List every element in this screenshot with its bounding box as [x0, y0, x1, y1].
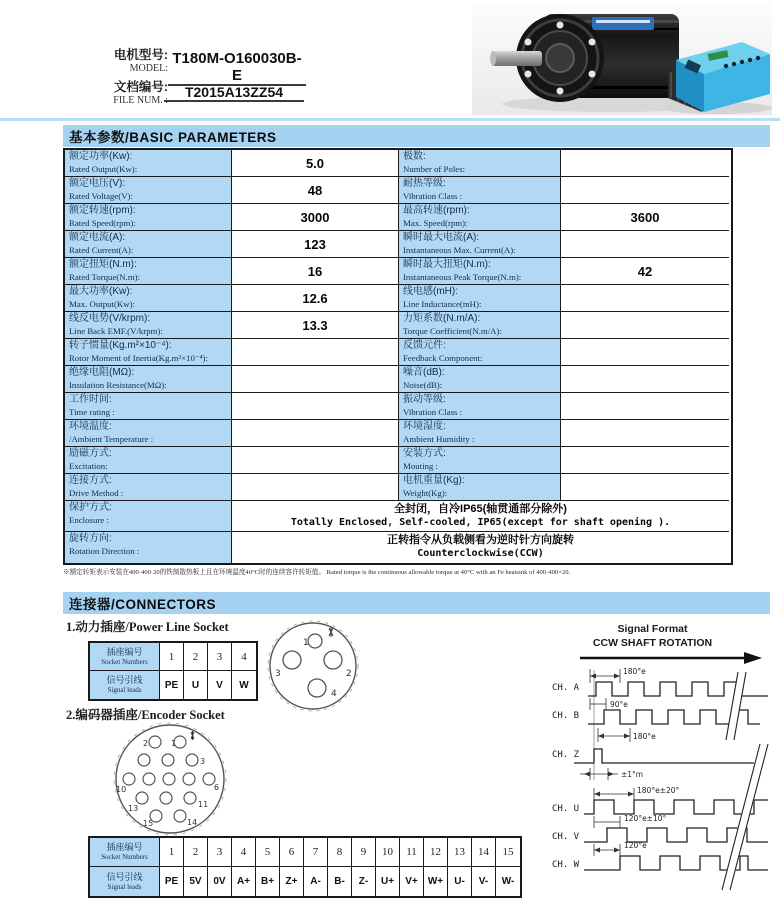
- param-label-cn: 线反电势(V/krpm):: [69, 313, 151, 324]
- table-row-enclosure: [65, 501, 731, 532]
- param-label: [65, 532, 232, 563]
- table-row: [65, 393, 731, 420]
- param-value: [232, 420, 399, 447]
- connectors-section-header: 连接器/CONNECTORS: [63, 592, 770, 614]
- socket-number: 11: [400, 838, 424, 867]
- rated-torque-footnote: ※额定转矩表示安装在400·400·20的铁制散热板上且在环境温度40°C时的连续容许转矩值。 Rated torque is the continuous allowable torque at 40°C with an Fe heatsink of 400·400×20.: [63, 569, 571, 576]
- param-value: [561, 393, 729, 420]
- param-value: 123: [232, 231, 399, 258]
- keyway-mark-icon: [191, 731, 194, 740]
- param-label-en: Drive Method :: [69, 487, 124, 498]
- param-label: [65, 339, 232, 366]
- param-label: [65, 312, 232, 339]
- model-label: [96, 48, 168, 74]
- param-label: [65, 501, 232, 532]
- power-socket-table: [88, 641, 258, 701]
- param-value: 42: [561, 258, 729, 285]
- param-value: [232, 339, 399, 366]
- encoder-socket-pin-diagram: [103, 722, 239, 838]
- param-label: [65, 393, 232, 420]
- param-label: [65, 474, 232, 501]
- param-value: [561, 474, 729, 501]
- param-label-en: Number of Poles:: [403, 163, 466, 174]
- socket-number: 4: [232, 643, 256, 671]
- param-label-cn: 额定电压(V):: [69, 178, 126, 189]
- param-label-en: Rotor Moment of Inertia(Kg.m²×10⁻⁴):: [69, 352, 208, 363]
- param-label-cn: 瞬时最大电流(A):: [403, 232, 480, 243]
- param-label-en: Vibration Class :: [403, 190, 463, 201]
- table-row: [65, 231, 731, 258]
- param-label-cn: 环境温度:: [69, 421, 112, 432]
- model-label-en: MODEL:: [129, 63, 168, 74]
- svg-text:6: 6: [214, 783, 220, 792]
- signal-leads-header: 信号引线 Signal leads: [90, 867, 160, 896]
- waveform-diagram: [528, 648, 780, 906]
- param-label-en: Max. Output(Kw):: [69, 298, 135, 309]
- svg-text:13: 13: [128, 804, 139, 813]
- enclosure-value-en: Totally Enclosed, Self-cooled, IP65(except for shaft opening ).: [290, 516, 671, 528]
- param-label-cn: 励磁方式:: [69, 448, 112, 459]
- encoder-socket-title: 2.编码器插座/Encoder Socket: [66, 708, 225, 722]
- param-label-en: Line Inductance(mH):: [403, 298, 482, 309]
- model-value: T180M-O160030B-E: [168, 50, 306, 86]
- socket-number: 10: [376, 838, 400, 867]
- param-label-cn: 额定扭矩(N.m):: [69, 259, 137, 270]
- param-value: 5.0: [232, 150, 399, 177]
- param-label: [399, 366, 561, 393]
- signal-lead: 5V: [184, 867, 208, 896]
- signal-lead: U+: [376, 867, 400, 896]
- param-value: [561, 285, 729, 312]
- socket-number: 13: [448, 838, 472, 867]
- socket-number: 5: [256, 838, 280, 867]
- signal-lead: U: [184, 671, 208, 699]
- param-label-en: Instantaneous Max. Current(A):: [403, 244, 516, 255]
- param-label-cn: 电机重量(Kg):: [403, 475, 465, 486]
- table-row: [65, 258, 731, 285]
- svg-text:3: 3: [200, 757, 206, 766]
- param-label-cn: 绝缘电阻(MΩ):: [69, 367, 135, 378]
- param-label-en: Time rating :: [69, 406, 115, 417]
- param-label: [399, 150, 561, 177]
- param-label: [65, 420, 232, 447]
- param-value: 13.3: [232, 312, 399, 339]
- param-label: [65, 258, 232, 285]
- param-label-cn: 额定转速(rpm):: [69, 205, 136, 216]
- socket-number: 1: [160, 643, 184, 671]
- channel-label-z: CH. Z: [552, 750, 580, 760]
- param-label-cn: 最大功率(Kw):: [69, 286, 133, 297]
- socket-numbers-header: 插座编号 Socket Numbers: [90, 643, 160, 671]
- param-value: [561, 150, 729, 177]
- file-num-label: [94, 80, 168, 106]
- param-label: [65, 366, 232, 393]
- channel-label-v: CH. V: [552, 832, 580, 842]
- table-row-rotation: [65, 532, 731, 563]
- svg-text:4: 4: [331, 689, 337, 699]
- param-label-en: Max. Speed(rpm):: [403, 217, 468, 228]
- param-label-en: Instantaneous Peak Torque(N.m):: [403, 271, 522, 282]
- param-label-cn: 噪音(dB):: [403, 367, 445, 378]
- param-label-cn: 额定电流(A):: [69, 232, 126, 243]
- signal-lead: PE: [160, 867, 184, 896]
- param-value: [232, 501, 729, 532]
- param-label: [65, 150, 232, 177]
- table-row: [65, 150, 731, 177]
- param-label-cn: 保护方式:: [69, 502, 112, 513]
- table-row: [65, 177, 731, 204]
- signal-leads-header: 信号引线 Signal leads: [90, 671, 160, 699]
- param-label: [399, 474, 561, 501]
- param-label-en: Rated Output(Kw):: [69, 163, 138, 174]
- param-value: [561, 177, 729, 204]
- power-socket-pin-diagram: [265, 618, 361, 714]
- param-value: [561, 312, 729, 339]
- param-value: [561, 339, 729, 366]
- param-label-cn: 转子惯量(Kg.m²×10⁻⁴):: [69, 340, 172, 351]
- param-value: [232, 474, 399, 501]
- channel-label-w: CH. W: [552, 860, 580, 870]
- svg-text:120°e±10°: 120°e±10°: [624, 814, 667, 823]
- model-label-cn: 电机型号:: [113, 48, 168, 62]
- param-value: [232, 447, 399, 474]
- svg-text:10: 10: [116, 785, 127, 794]
- channel-label-a: CH. A: [552, 683, 580, 693]
- basic-parameters-section-header: 基本参数/BASIC PARAMETERS: [63, 125, 770, 147]
- svg-text:2: 2: [143, 739, 149, 748]
- signal-lead: W: [232, 671, 256, 699]
- param-label: [399, 447, 561, 474]
- table-row: [65, 285, 731, 312]
- param-label-en: Rated Torque(N.m):: [69, 271, 141, 282]
- svg-text:1: 1: [303, 638, 309, 648]
- signal-lead: Z+: [280, 867, 304, 896]
- header-divider-line: [0, 118, 780, 121]
- param-label: [399, 285, 561, 312]
- param-label-en: Line Back EMF.(V/krpm):: [69, 325, 163, 336]
- socket-number: 3: [208, 838, 232, 867]
- signal-lead: V-: [472, 867, 496, 896]
- svg-text:11: 11: [198, 800, 209, 809]
- param-label: [399, 393, 561, 420]
- signal-lead: W-: [496, 867, 520, 896]
- signal-lead: U-: [448, 867, 472, 896]
- table-row: [65, 366, 731, 393]
- param-value: 3000: [232, 204, 399, 231]
- encoder-socket-table: [88, 836, 522, 898]
- signal-format-title: [565, 622, 740, 650]
- signal-format-title-line1: Signal Format: [617, 623, 688, 635]
- svg-text:120°e: 120°e: [624, 841, 647, 850]
- socket-number: 12: [424, 838, 448, 867]
- signal-lead: V: [208, 671, 232, 699]
- param-label-en: Feedback Component:: [403, 352, 483, 363]
- socket-number: 3: [208, 643, 232, 671]
- param-label-en: Excitation:: [69, 460, 108, 471]
- svg-text:1: 1: [171, 739, 177, 748]
- socket-number: 14: [472, 838, 496, 867]
- socket-number: 6: [280, 838, 304, 867]
- param-label-en: Enclosure :: [69, 514, 109, 525]
- param-label-en: Rated Voltage(V):: [69, 190, 133, 201]
- file-num-value: T2015A13ZZ54: [164, 84, 304, 102]
- svg-text:±1°m: ±1°m: [621, 770, 644, 779]
- param-label: [65, 177, 232, 204]
- socket-number: 15: [496, 838, 520, 867]
- param-label: [65, 447, 232, 474]
- table-row: [65, 447, 731, 474]
- socket-number: 7: [304, 838, 328, 867]
- svg-text:2: 2: [346, 669, 352, 679]
- param-label: [65, 285, 232, 312]
- signal-lead: B-: [328, 867, 352, 896]
- param-value: 3600: [561, 204, 729, 231]
- param-label-en: /Ambient Temperature :: [69, 433, 154, 444]
- signal-lead: PE: [160, 671, 184, 699]
- svg-text:90°e: 90°e: [610, 700, 628, 709]
- param-label-cn: 环境湿度:: [403, 421, 446, 432]
- enclosure-value-cn: 全封闭，自冷IP65(轴贯通部分除外): [394, 502, 567, 515]
- param-label-cn: 振动等级:: [403, 394, 446, 405]
- param-label-cn: 安装方式:: [403, 448, 446, 459]
- socket-number: 2: [184, 643, 208, 671]
- svg-text:15: 15: [143, 819, 154, 828]
- param-label: [65, 231, 232, 258]
- signal-lead: W+: [424, 867, 448, 896]
- svg-text:180°e±20°: 180°e±20°: [637, 786, 680, 795]
- table-row: [65, 204, 731, 231]
- signal-lead: V+: [400, 867, 424, 896]
- param-label-en: Weight(Kg):: [403, 487, 448, 498]
- param-value: [561, 447, 729, 474]
- param-label: [65, 204, 232, 231]
- param-label: [399, 204, 561, 231]
- param-label-cn: 额定功率(Kw):: [69, 151, 133, 162]
- param-label: [399, 231, 561, 258]
- signal-lead: A+: [232, 867, 256, 896]
- motor-controller-photo: [472, 2, 772, 115]
- param-value: [232, 532, 729, 563]
- socket-number: 8: [328, 838, 352, 867]
- socket-number: 1: [160, 838, 184, 867]
- param-label-en: Mouting :: [403, 460, 438, 471]
- keyway-mark-icon: [329, 627, 333, 637]
- param-label: [399, 177, 561, 204]
- param-value: 12.6: [232, 285, 399, 312]
- param-label-cn: 反馈元件:: [403, 340, 446, 351]
- rotation-value-cn: 正转指令从负载侧看为逆时针方向旋转: [387, 534, 574, 547]
- param-label-en: Torque Coefficient(N.m/A):: [403, 325, 502, 336]
- param-value: [232, 393, 399, 420]
- table-row: [65, 312, 731, 339]
- param-label-cn: 瞬时最大扭矩(N.m):: [403, 259, 491, 270]
- channel-label-u: CH. U: [552, 804, 580, 814]
- param-value: 48: [232, 177, 399, 204]
- svg-text:14: 14: [187, 818, 198, 827]
- param-label: [399, 420, 561, 447]
- param-label-cn: 力矩系数(N.m/A):: [403, 313, 481, 324]
- param-label-en: Rated Speed(rpm):: [69, 217, 136, 228]
- param-label-cn: 线电感(mH):: [403, 286, 458, 297]
- param-value: 16: [232, 258, 399, 285]
- signal-lead: B+: [256, 867, 280, 896]
- param-value: [561, 366, 729, 393]
- table-row: [65, 420, 731, 447]
- param-label-cn: 耐热等级:: [403, 178, 446, 189]
- table-row: [65, 339, 731, 366]
- signal-lead: 0V: [208, 867, 232, 896]
- socket-number: 9: [352, 838, 376, 867]
- basic-parameters-table: [63, 148, 733, 565]
- table-row: [65, 474, 731, 501]
- param-label-cn: 极数:: [403, 151, 426, 162]
- signal-lead: A-: [304, 867, 328, 896]
- param-label-en: Noise(dB):: [403, 379, 443, 390]
- svg-text:3: 3: [275, 669, 281, 679]
- rotation-value-en: Counterclockwise(CCW): [417, 548, 544, 560]
- power-socket-title: 1.动力插座/Power Line Socket: [66, 620, 229, 634]
- param-value: [232, 366, 399, 393]
- socket-numbers-header: 插座编号 Socket Numbers: [90, 838, 160, 867]
- signal-format-title-line2: CCW SHAFT ROTATION: [592, 637, 713, 650]
- param-label-cn: 旋转方向:: [69, 533, 112, 544]
- socket-number: 2: [184, 838, 208, 867]
- param-label-en: Insulation Resistance(MΩ):: [69, 379, 167, 390]
- param-label-en: Ambient Humidity :: [403, 433, 475, 444]
- param-label-cn: 最高转速(rpm):: [403, 205, 470, 216]
- file-num-label-cn: 文档编号:: [113, 80, 168, 94]
- param-label-cn: 连接方式:: [69, 475, 112, 486]
- channel-label-b: CH. B: [552, 711, 580, 721]
- param-value: [561, 420, 729, 447]
- param-label: [399, 339, 561, 366]
- param-label-cn: 工作时间:: [69, 394, 112, 405]
- param-label-en: Rated Current(A):: [69, 244, 134, 255]
- svg-text:180°e: 180°e: [633, 732, 656, 741]
- socket-number: 4: [232, 838, 256, 867]
- param-label: [399, 258, 561, 285]
- file-num-label-en: FILE NUM. :: [113, 95, 168, 106]
- param-label-en: Rotation Direction :: [69, 545, 140, 556]
- param-label: [399, 312, 561, 339]
- signal-lead: Z-: [352, 867, 376, 896]
- param-label-en: Vibration Class :: [403, 406, 463, 417]
- svg-text:180°e: 180°e: [623, 667, 646, 676]
- param-value: [561, 231, 729, 258]
